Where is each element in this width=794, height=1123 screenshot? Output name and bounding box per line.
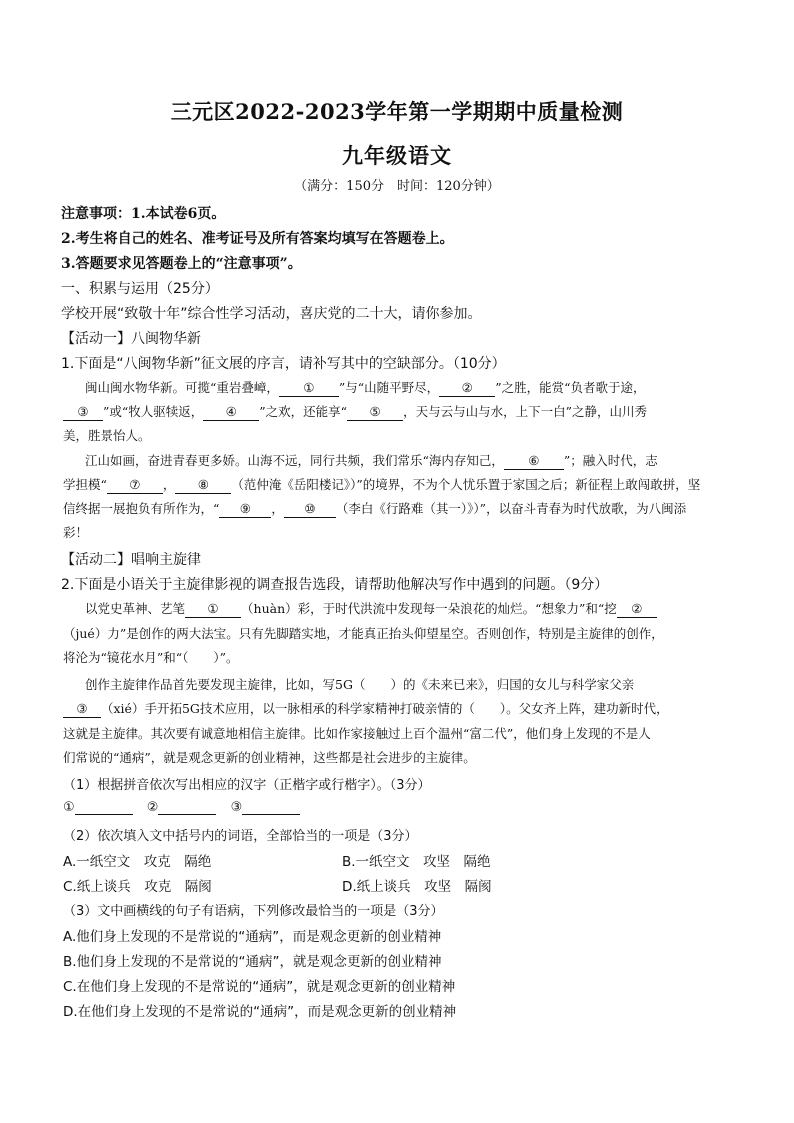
section-intro: 学校开展“致敬十年”综合性学习活动，喜庆党的二十大，请你参加。: [61, 306, 482, 322]
sub-question-3: （3）文中画横线的句子有语病，下列修改最恰当的一项是（3分）: [63, 904, 444, 919]
text-segment: ”；融入时代，志: [563, 453, 658, 468]
text-segment: 闽山闽水物华新。可揽“重岩叠嶂，: [85, 380, 279, 395]
a1-p1-line3: 美，胜景怡人。: [63, 428, 151, 443]
a2-p2-line4: 们常说的“通病”，就是观念更新的创业精神，这些都是社会进步的主旋律。: [63, 750, 476, 765]
a2-p1-line1: [85, 599, 657, 618]
text-segment: 以党史革神、艺笔: [85, 601, 186, 616]
text-segment: ，: [271, 501, 284, 516]
text-segment: （huàn）彩，于时代洪流中发现每一朵浪花的灿烂。“想象力”和“挖: [241, 601, 617, 616]
question-2: 2.下面是小语关于主旋律影视的调查报告选段，请帮助他解决写作中遇到的问题。（9分）: [61, 577, 609, 593]
answer-field-1[interactable]: [75, 800, 133, 815]
sub-question-2: （2）依次填入文中括号内的词语，全部恰当的一项是（3分）: [63, 829, 418, 844]
answer-marker-3: ③: [230, 800, 243, 815]
blank-2: ②: [439, 380, 495, 397]
text-segment: 学担模“: [63, 477, 107, 492]
blank-4: ④: [203, 404, 259, 421]
answer-field-2[interactable]: [158, 800, 216, 815]
text-segment: ，天与云与山与水，上下一白”之静，山川秀: [403, 404, 647, 419]
option-3a[interactable]: A.他们身上发现的不是常说的“通病”，而是观念更新的创业精神: [63, 929, 442, 945]
blank-a2-3: ③: [63, 701, 101, 718]
a1-p2-line3: [63, 499, 686, 518]
text-segment: （李白《行路难（其一）》）”，以奋斗青春为时代放歌，为八闽添: [335, 501, 687, 516]
a1-p1-line2: [63, 402, 647, 421]
a1-p2-line4: 彩！: [63, 525, 89, 540]
a2-p2-line2: [63, 699, 669, 718]
a2-p2-line3: [63, 724, 651, 742]
text-segment: ”之欢，还能享“: [259, 404, 348, 419]
exam-subject: 九年级语文: [342, 143, 452, 168]
option-2c[interactable]: C.纸上谈兵 攻克 隔阂: [63, 879, 212, 895]
notes-line-1: 注意事项：1.本试卷6页。: [61, 206, 226, 222]
blank-7: ⑦: [107, 477, 163, 494]
option-3d[interactable]: D.在他们身上发现的不是常说的“通病”，而是观念更新的创业精神: [63, 1004, 457, 1020]
text-segment: ，: [162, 477, 176, 492]
notes-line-3: 3.答题要求见答题卷上的“注意事项”。: [61, 256, 302, 272]
text-segment: ”之胜，能赏“负者歌于途，: [495, 380, 646, 395]
blank-3: ③: [63, 404, 103, 421]
blank-6: ⑥: [504, 453, 564, 470]
answer-blanks: [63, 800, 310, 815]
text-segment: 这就是主旋律。其次要有诚意地相信主旋律。比如作家接触过上百个温州“富二代”，他们身上发现的不是人: [63, 726, 651, 741]
question-1: 1.下面是“八闽物华新”征文展的序言，请补写其中的空缺部分。（10分）: [61, 356, 506, 372]
a1-p2-line2: [63, 475, 700, 494]
a1-p1-line1: [85, 378, 645, 397]
activity1-label: 【活动一】八闽物华新: [61, 331, 201, 347]
text-segment: （范仲淹《岳阳楼记》）”的境界，不为个人忧乐置于家国之后；新征程上敢闯敢拼，坚: [231, 477, 701, 492]
answer-field-3[interactable]: [242, 800, 300, 815]
blank-9: ⑨: [219, 501, 271, 518]
blank-8: ⑧: [175, 477, 231, 494]
option-3b[interactable]: B.他们身上发现的不是常说的“通病”，就是观念更新的创业精神: [63, 954, 442, 970]
a2-p1-line3: 将沦为“镜花水月”和“（ ）”。: [63, 650, 239, 665]
notes-line-2: 2.考生将自己的姓名、准考证号及所有答案均填写在答题卷上。: [61, 231, 454, 247]
a2-p2-line1: 创作主旋律作品首先要发现主旋律，比如，写5G（ ）的《未来已来》，归国的女儿与科学家父亲: [85, 677, 635, 692]
exam-title: 三元区2022-2023学年第一学期期中质量检测: [170, 99, 624, 124]
blank-a2-2: ②: [617, 601, 657, 618]
activity2-label: 【活动二】唱响主旋律: [61, 552, 201, 568]
blank-10: ⑩: [284, 501, 336, 518]
text-segment: ”或“牧人驱犊返，: [103, 404, 204, 419]
text-segment: （xié）手开拓5G技术应用，以一脉相承的科学家精神打破亲情的（ ）。父女齐上阵，建功新时代，: [101, 701, 669, 716]
blank-1: ①: [279, 380, 339, 397]
text-segment: 江山如画，奋进青春更多娇。山海不远，同行共频，我们常乐“海内存知己，: [85, 453, 504, 468]
a1-p2-line1: [85, 451, 658, 470]
answer-marker-1: ①: [63, 800, 75, 815]
blank-a2-1: ①: [185, 601, 241, 618]
text-segment: ”与“山随平野尽，: [338, 380, 440, 395]
option-3c[interactable]: C.在他们身上发现的不是常说的“通病”，就是观念更新的创业精神: [63, 979, 456, 995]
option-2a[interactable]: A.一纸空文 攻克 隔绝: [63, 854, 212, 870]
option-2d[interactable]: D.纸上谈兵 攻坚 隔阂: [342, 879, 492, 895]
a2-p1-line2: （jué）力”是创作的两大法宝。只有先脚踏实地，才能真正抬头仰望星空。否则创作，特别是主旋律的创作，: [63, 626, 664, 641]
sub-question-1: （1）根据拼音依次写出相应的汉字（正楷字或行楷字）。（3分）: [63, 778, 431, 793]
option-2b[interactable]: B.一纸空文 攻坚 隔绝: [342, 854, 491, 870]
section-heading: 一、积累与运用（25分）: [61, 281, 219, 297]
text-segment: 信终据一展抱负有所作为，“: [63, 501, 220, 516]
answer-marker-2: ②: [146, 800, 159, 815]
exam-meta: （满分：150分 时间：120分钟）: [294, 179, 500, 194]
blank-5: ⑤: [347, 404, 403, 421]
